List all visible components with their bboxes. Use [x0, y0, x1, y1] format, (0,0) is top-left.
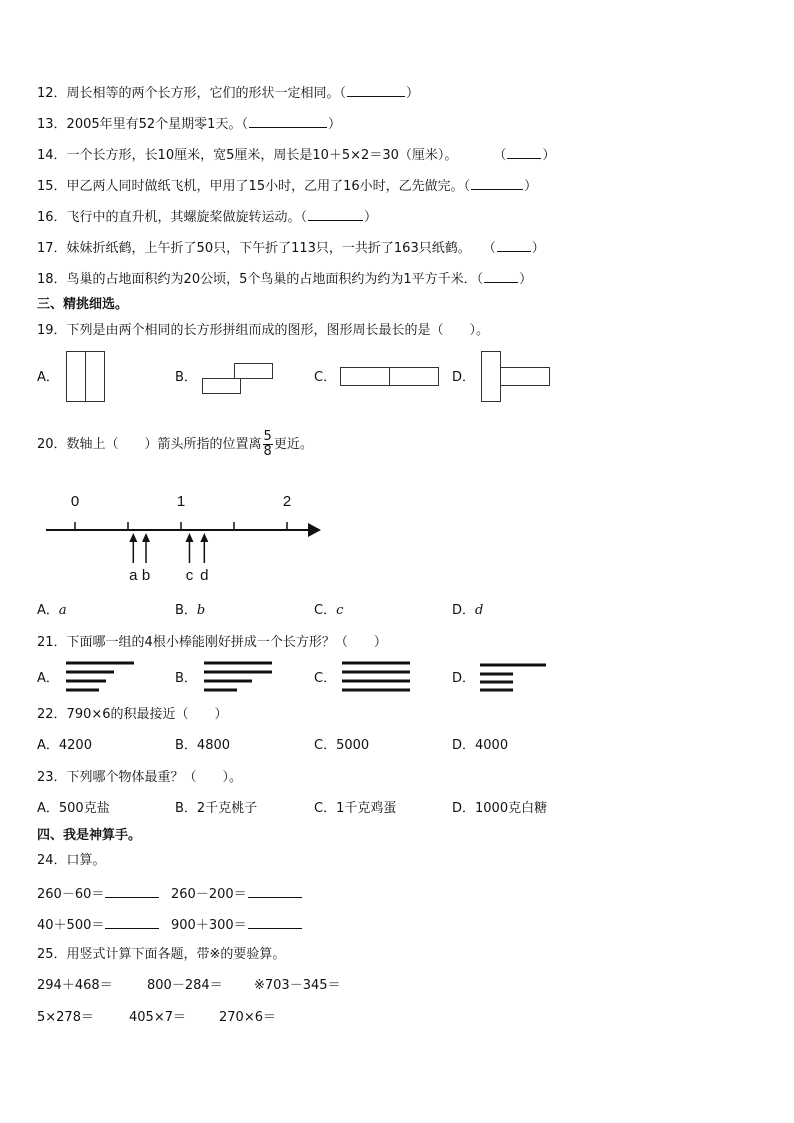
answer-blank[interactable]	[484, 270, 518, 283]
answer-blank[interactable]	[248, 916, 302, 929]
number-line-arrow-b	[142, 533, 150, 584]
q21-option-c-label[interactable]: C．	[314, 671, 337, 686]
question-21-stem: 21．下面哪一组的4根小棒能刚好拼成一个长方形？（ ）	[37, 635, 387, 650]
q19-option-d-label[interactable]: D．	[452, 370, 476, 385]
q23-option-d[interactable]: D．1000克白糖	[452, 801, 548, 816]
q19-figure-c	[340, 367, 440, 387]
answer-blank[interactable]	[105, 885, 159, 898]
q19-figure-d	[481, 351, 551, 403]
oral-calc-3: 40＋500＝	[37, 916, 160, 934]
question-16: 16．飞行中的直升机，其螺旋桨做旋转运动。（ ）	[37, 210, 378, 225]
q21-sticks-b	[204, 660, 276, 692]
question-12: 12．周长相等的两个长方形，它们的形状一定相同。（ ）	[37, 86, 420, 101]
q20-option-b[interactable]: B．b	[175, 603, 206, 618]
question-25-stem: 25．用竖式计算下面各题，带※的要验算。	[37, 947, 286, 962]
answer-blank[interactable]	[497, 239, 531, 252]
vertical-calc-5: 405×7＝	[129, 1010, 186, 1025]
answer-blank[interactable]	[308, 208, 363, 221]
q23-option-c[interactable]: C．1千克鸡蛋	[314, 801, 397, 816]
q21-sticks-a	[66, 660, 136, 692]
question-19-stem: 19．下列是由两个相同的长方形拼组而成的图形，图形周长最长的是（ ）。	[37, 323, 490, 338]
number-line-arrow-d	[200, 533, 208, 584]
q21-sticks-d	[480, 660, 550, 692]
q22-option-c[interactable]: C．5000	[314, 738, 370, 753]
number-line-arrow-label: c	[185, 567, 194, 584]
answer-blank[interactable]	[347, 84, 405, 97]
section-heading-3: 三、精挑细选。	[37, 297, 129, 312]
vertical-calc-6: 270×6＝	[219, 1010, 276, 1025]
q20-option-c[interactable]: C．c	[314, 603, 344, 618]
question-15: 15．甲乙两人同时做纸飞机，甲用了15小时，乙用了16小时，乙先做完。（ ）	[37, 179, 538, 194]
q22-option-d[interactable]: D．4000	[452, 738, 509, 753]
vertical-calc-2: 800－284＝	[147, 978, 223, 993]
number-line-arrow-label: d	[200, 567, 209, 584]
question-13: 13．2005年里有52个星期零1天。（ ）	[37, 117, 341, 132]
number-line	[44, 490, 324, 585]
q21-option-b-label[interactable]: B．	[175, 671, 197, 686]
oral-calc-1: 260－60＝	[37, 885, 160, 903]
q22-option-b[interactable]: B．4800	[175, 738, 231, 753]
question-18: 18．鸟巢的占地面积约为20公顷，5个鸟巢的占地面积约为约为1平方千米．（ ）	[37, 272, 533, 287]
number-line-tick-label: 2	[282, 493, 292, 510]
q20-option-d[interactable]: D．d	[452, 603, 484, 618]
q19-option-a-label[interactable]: A．	[37, 370, 59, 385]
q19-option-c-label[interactable]: C．	[314, 370, 337, 385]
question-24-stem: 24．口算。	[37, 853, 106, 868]
q23-option-a[interactable]: A．500克盐	[37, 801, 110, 816]
number-line-arrow-label: a	[129, 567, 138, 584]
oral-calc-4: 900＋300＝	[171, 916, 303, 934]
q19-option-b-label[interactable]: B．	[175, 370, 197, 385]
answer-blank[interactable]	[507, 146, 541, 159]
number-line-tick-label: 0	[70, 493, 80, 510]
q21-option-d-label[interactable]: D．	[452, 671, 476, 686]
q21-sticks-c	[342, 660, 414, 692]
answer-blank[interactable]	[105, 916, 159, 929]
q22-option-a[interactable]: A．4200	[37, 738, 92, 753]
question-23-stem: 23．下列哪个物体最重？（ ）。	[37, 770, 243, 785]
section-heading-4: 四、我是神算手。	[37, 828, 142, 843]
question-17: 17．妹妹折纸鹤，上午折了50只，下午折了113只，一共折了163只纸鹤。 （ ）	[37, 241, 545, 256]
answer-blank[interactable]	[471, 177, 523, 190]
number-line-arrow-label: b	[141, 567, 151, 584]
number-line-tick-label: 1	[176, 493, 186, 510]
number-line-arrow-c	[185, 533, 193, 584]
fraction-five-eighths: $\frac{5}{8}$	[263, 429, 272, 459]
vertical-calc-1: 294＋468＝	[37, 978, 113, 993]
number-line-arrow-a	[129, 533, 138, 584]
question-14: 14．一个长方形，长10厘米，宽5厘米，周长是10＋5×2＝30（厘米）。 （ ）	[37, 148, 556, 163]
q19-figure-b	[202, 363, 274, 395]
answer-blank[interactable]	[249, 115, 327, 128]
q23-option-b[interactable]: B．2千克桃子	[175, 801, 258, 816]
vertical-calc-4: 5×278＝	[37, 1010, 94, 1025]
question-20-stem: 20．数轴上（ ）箭头所指的位置离 $\frac{5}{8}$ 更近。	[37, 429, 313, 459]
question-22-stem: 22．790×6的积最接近（ ）	[37, 707, 228, 722]
vertical-calc-3: ※703－345＝	[254, 978, 341, 993]
q19-figure-a	[66, 351, 106, 403]
q20-option-a[interactable]: A．a	[37, 603, 67, 618]
q21-option-a-label[interactable]: A．	[37, 671, 59, 686]
answer-blank[interactable]	[248, 885, 302, 898]
oral-calc-2: 260－200＝	[171, 885, 303, 903]
